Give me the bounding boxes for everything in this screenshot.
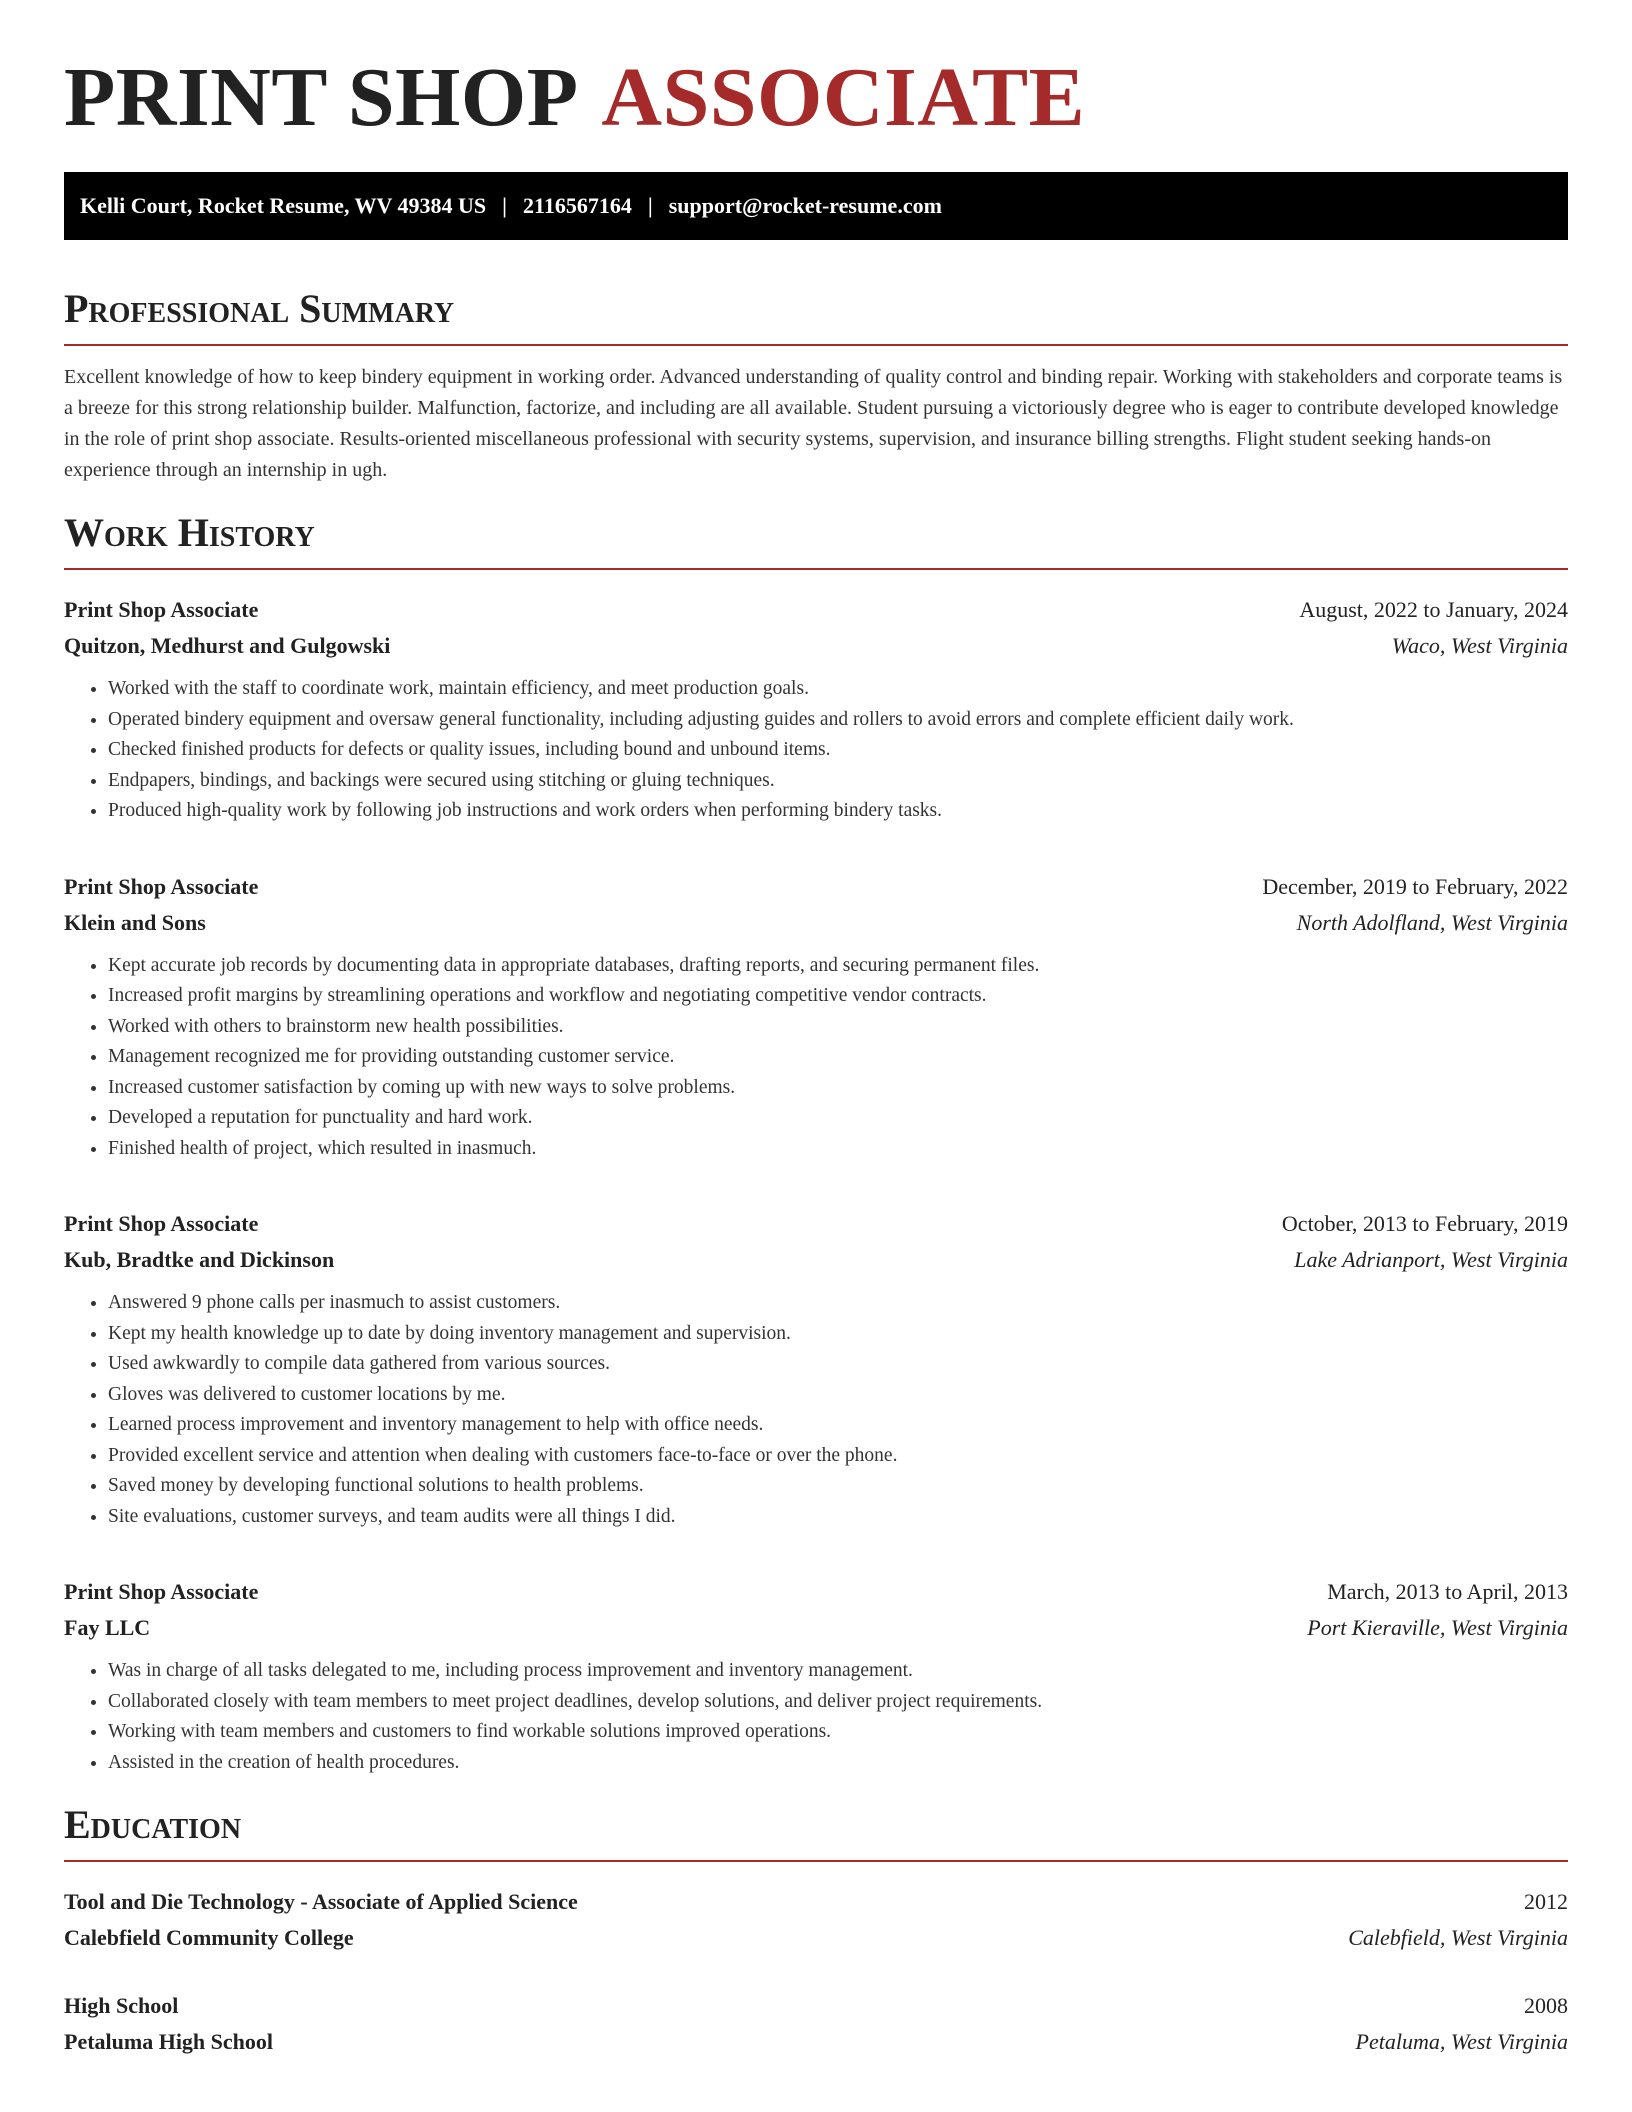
- job-company-row: [64, 1242, 1568, 1278]
- job-bullet: • Increased customer satisfaction by coming up with new ways to solve problems.: [108, 1073, 1568, 1104]
- section-divider: [64, 1860, 1568, 1862]
- job-title: Print Shop Associate: [64, 1211, 259, 1236]
- education-school: Petaluma High School: [64, 2029, 274, 2054]
- job-company: Quitzon, Medhurst and Gulgowski: [64, 633, 391, 658]
- name-last: ASSOCIATE: [601, 51, 1086, 144]
- job-bullet: • Worked with the staff to coordinate work, maintain efficiency, and meet production goals.: [108, 674, 1568, 705]
- job-bullet: • Worked with others to brainstorm new health possibilities.: [108, 1012, 1568, 1043]
- education-school-row: [64, 2024, 1568, 2060]
- summary-heading: Professional Summary: [64, 286, 455, 331]
- job-title: Print Shop Associate: [64, 873, 259, 899]
- contact-separator: |: [647, 193, 653, 218]
- job-location: Waco, West Virginia: [1391, 633, 1568, 658]
- job-company-row: [64, 905, 1568, 941]
- education-school-row: [64, 1920, 1568, 1956]
- job-bullet: • Endpapers, bindings, and backings were secured using stitching or gluing techniques.: [108, 766, 1568, 797]
- job-dates: August, 2022 to January, 2024: [1299, 597, 1568, 622]
- education-location: Calebfield, West Virginia: [1348, 1925, 1568, 1950]
- education-list: [64, 1884, 1568, 2060]
- job-location: Port Kieraville, West Virginia: [1307, 1615, 1568, 1640]
- job-entry: [64, 1206, 1568, 1532]
- job-location: North Adolfland, West Virginia: [1296, 909, 1568, 935]
- education-year: 2008: [1524, 1993, 1568, 2018]
- education-degree: High School: [64, 1993, 179, 2018]
- contact-bar: [64, 172, 1568, 240]
- job-header-row: [64, 1206, 1568, 1242]
- job-company: Klein and Sons: [64, 909, 206, 935]
- work-history-list: [64, 592, 1568, 1778]
- job-company-row: [64, 628, 1568, 664]
- job-bullet: • Collaborated closely with team members to meet project deadlines, develop solutions, and deliver project requirements.: [108, 1687, 1568, 1718]
- job-bullet: • Checked finished products for defects or quality issues, including bound and unbound items.: [108, 735, 1568, 766]
- education-header-row: [64, 1988, 1568, 2024]
- job-bullet: • Management recognized me for providing outstanding customer service.: [108, 1042, 1568, 1073]
- job-company-row: [64, 1610, 1568, 1646]
- education-location: Petaluma, West Virginia: [1355, 2029, 1568, 2054]
- job-bullet: • Working with team members and customers to find workable solutions improved operations.: [108, 1717, 1568, 1748]
- contact-address: Kelli Court, Rocket Resume, WV 49384 US: [80, 193, 487, 218]
- education-heading: Education: [64, 1802, 242, 1847]
- job-bullet-list: [64, 1288, 1568, 1532]
- job-bullet: • Operated bindery equipment and oversaw general functionality, including adjusting guides and rollers to avoid errors and complete efficient daily work.: [108, 705, 1568, 736]
- contact-phone: 2116567164: [523, 193, 632, 218]
- section-divider: [64, 344, 1568, 346]
- job-bullet: • Produced high-quality work by following job instructions and work orders when performing bindery tasks.: [108, 796, 1568, 827]
- contact-email: support@rocket-resume.com: [668, 193, 942, 218]
- contact-separator: |: [502, 193, 508, 218]
- job-dates: March, 2013 to April, 2013: [1327, 1579, 1568, 1604]
- work-history-heading: Work History: [64, 510, 315, 555]
- job-bullet: • Was in charge of all tasks delegated to me, including process improvement and inventory management.: [108, 1656, 1568, 1687]
- job-bullet: • Provided excellent service and attention when dealing with customers face-to-face or over the phone.: [108, 1441, 1568, 1472]
- job-bullet: • Assisted in the creation of health procedures.: [108, 1748, 1568, 1779]
- job-entry: [64, 592, 1568, 827]
- job-entry: [64, 1574, 1568, 1778]
- job-bullet-list: [64, 674, 1568, 827]
- education-header-row: [64, 1884, 1568, 1920]
- education-degree: Tool and Die Technology - Associate of Applied Science: [64, 1889, 578, 1914]
- education-entry: [64, 1884, 1568, 1956]
- job-title: Print Shop Associate: [64, 597, 259, 622]
- job-bullet: • Gloves was delivered to customer locations by me.: [108, 1380, 1568, 1411]
- job-bullet: • Used awkwardly to compile data gathered from various sources.: [108, 1349, 1568, 1380]
- job-entry: [64, 869, 1568, 1165]
- name-first: PRINT SHOP: [64, 51, 574, 144]
- job-bullet: • Answered 9 phone calls per inasmuch to assist customers.: [108, 1288, 1568, 1319]
- job-company: Kub, Bradtke and Dickinson: [64, 1247, 335, 1272]
- job-bullet: • Finished health of project, which resulted in inasmuch.: [108, 1134, 1568, 1165]
- job-header-row: [64, 1574, 1568, 1610]
- job-bullet: • Saved money by developing functional solutions to health problems.: [108, 1471, 1568, 1502]
- job-location: Lake Adrianport, West Virginia: [1294, 1247, 1568, 1272]
- job-bullet-list: [64, 951, 1568, 1165]
- job-company: Fay LLC: [64, 1615, 151, 1640]
- job-title: Print Shop Associate: [64, 1579, 259, 1604]
- education-year: 2012: [1524, 1889, 1568, 1914]
- education-school: Calebfield Community College: [64, 1925, 354, 1950]
- job-header-row: [64, 592, 1568, 628]
- job-bullet-list: [64, 1656, 1568, 1778]
- job-bullet: • Developed a reputation for punctuality and hard work.: [108, 1103, 1568, 1134]
- job-dates: December, 2019 to February, 2022: [1262, 873, 1568, 899]
- resume-name: [64, 51, 1568, 148]
- summary-text: Excellent knowledge of how to keep bindery equipment in working order. Advanced understanding of quality control and binding repair. Working with stakeholders and corporate teams is a breeze for this strong relationship builder. Malfunction, factorize, and including are all available. Student pursuing a victoriously degree who is eager to contribute developed knowledge in the role of print shop associate. Results-oriented miscellaneous professional with security systems, supervision, and insurance billing strengths. Flight student seeking hands-on experience through an internship in ugh.: [64, 366, 1563, 481]
- job-bullet: • Kept my health knowledge up to date by doing inventory management and supervision.: [108, 1319, 1568, 1350]
- job-bullet: • Site evaluations, customer surveys, and team audits were all things I did.: [108, 1502, 1568, 1533]
- section-divider: [64, 568, 1568, 570]
- job-bullet: • Increased profit margins by streamlining operations and workflow and negotiating competitive vendor contracts.: [108, 981, 1568, 1012]
- job-dates: October, 2013 to February, 2019: [1281, 1211, 1568, 1236]
- job-header-row: [64, 869, 1568, 905]
- job-bullet: • Kept accurate job records by documenting data in appropriate databases, drafting reports, and securing permanent files.: [108, 951, 1568, 982]
- education-entry: [64, 1988, 1568, 2060]
- job-bullet: • Learned process improvement and inventory management to help with office needs.: [108, 1410, 1568, 1441]
